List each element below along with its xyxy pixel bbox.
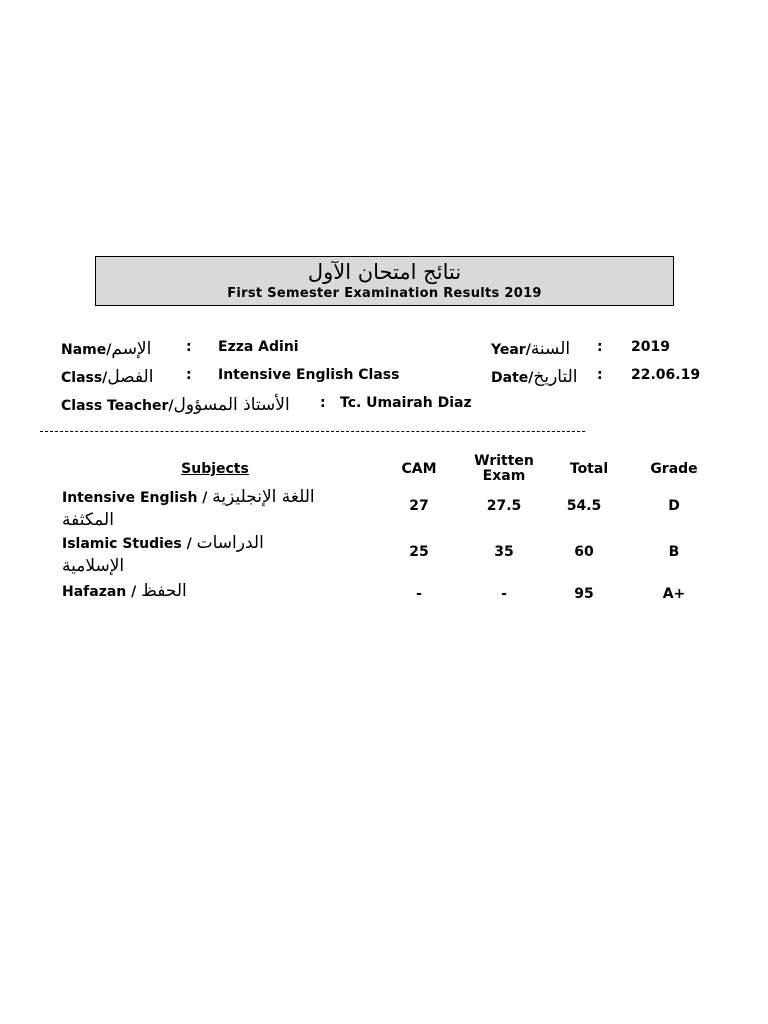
table-row-grade: D xyxy=(668,498,680,514)
class-label: Class/الفصل xyxy=(61,367,154,387)
teacher-colon: : xyxy=(320,395,326,411)
date-colon: : xyxy=(597,367,603,383)
name-label: Name/الإسم xyxy=(61,339,152,359)
cam-header: CAM xyxy=(401,461,437,477)
table-row-cam: 27 xyxy=(409,498,429,514)
year-colon: : xyxy=(597,339,603,355)
table-row-total: 54.5 xyxy=(566,498,602,514)
table-row-subject: Intensive English / اللغة الإنجليزية المكثفة xyxy=(62,487,315,530)
class-colon: : xyxy=(186,367,192,383)
table-row-grade: A+ xyxy=(662,586,686,602)
year-value: 2019 xyxy=(631,339,670,355)
subjects-header: Subjects xyxy=(181,461,249,477)
table-row-cam: - xyxy=(416,586,422,602)
date-value: 22.06.19 xyxy=(631,367,701,383)
table-row-total: 60 xyxy=(574,544,594,560)
name-value: Ezza Adini xyxy=(218,339,299,355)
name-colon: : xyxy=(186,339,192,355)
total-header: Total xyxy=(569,461,609,477)
table-row-total: 95 xyxy=(574,586,594,602)
table-row-grade: B xyxy=(668,544,680,560)
page-title: First Semester Examination Results 2019 xyxy=(227,286,542,301)
table-row-cam: 25 xyxy=(409,544,429,560)
class-value: Intensive English Class xyxy=(218,367,400,383)
dashed-divider xyxy=(40,421,585,432)
page-title-arabic: نتائج امتحان الآول xyxy=(307,260,462,284)
date-label: Date/التاريخ xyxy=(491,367,578,387)
teacher-value: Tc. Umairah Diaz xyxy=(340,395,472,411)
year-label: Year/السنة xyxy=(491,339,571,359)
table-row-written: 27.5 xyxy=(486,498,522,514)
table-row-written: 35 xyxy=(494,544,514,560)
table-row-written: - xyxy=(501,586,507,602)
title-box xyxy=(95,256,674,306)
grade-header: Grade xyxy=(650,461,698,477)
table-row-subject: Hafazan / الحفظ xyxy=(62,581,187,601)
teacher-label: Class Teacher/الأستاذ المسؤول xyxy=(61,395,290,415)
written-exam-header: Written Exam xyxy=(474,453,534,484)
table-row-subject: Islamic Studies / الدراسات الإسلامية xyxy=(62,533,264,576)
